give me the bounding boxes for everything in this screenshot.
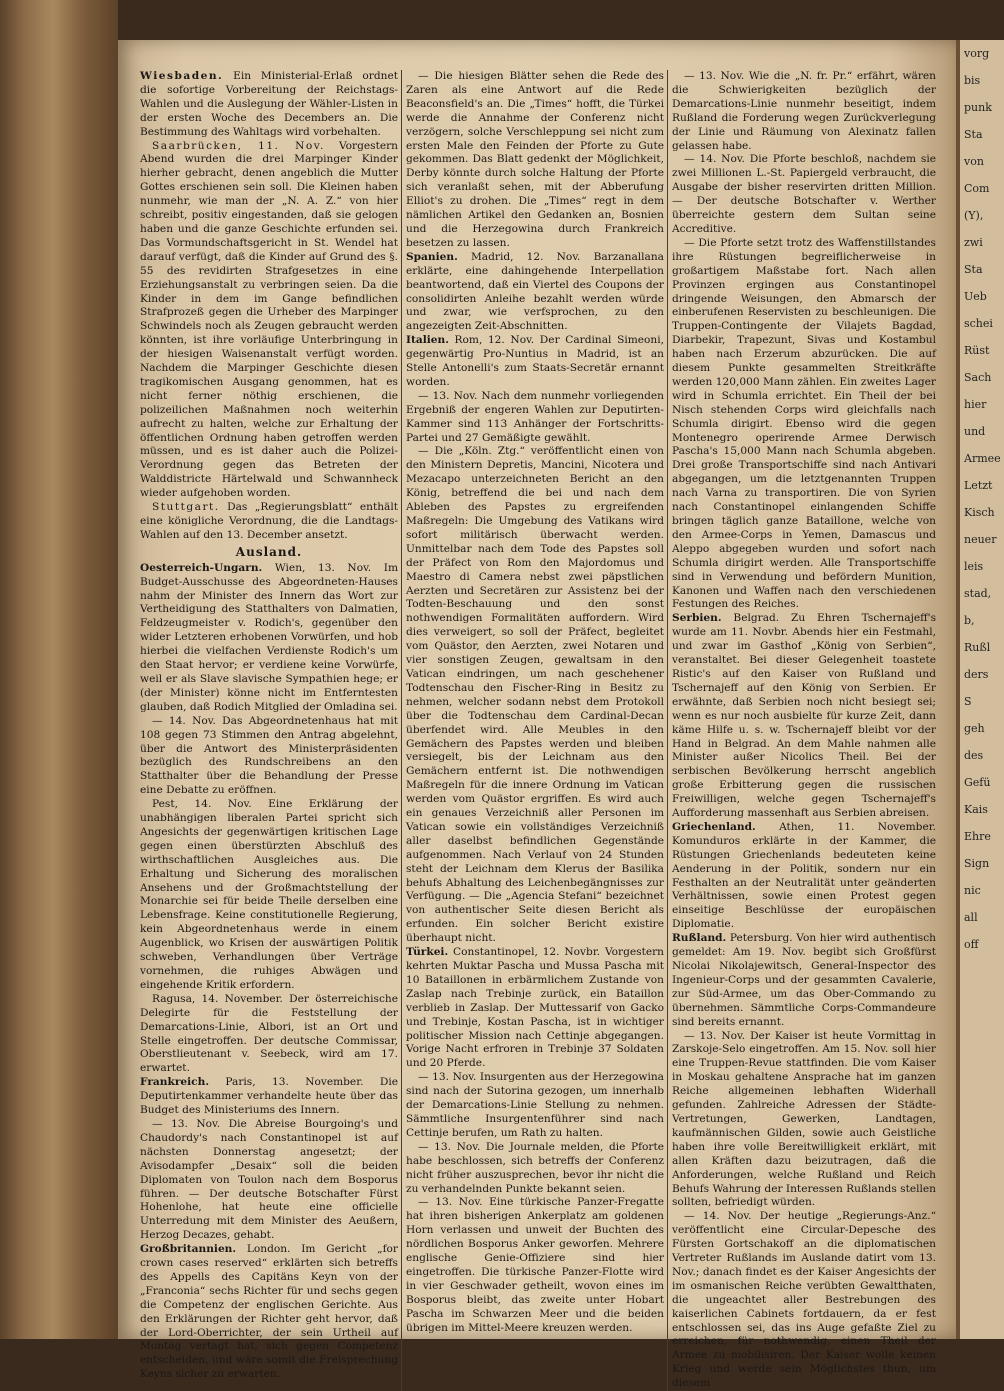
paragraph: — Die Pforte setzt trotz des Waffenstillstandes ihre Rüstungen begreiflicherweise in großartigem Maßstabe fort. Nach allen Provinzen ergingen aus Constantinopel dringende Weisungen, den Abmarsch der einberufenen Reservisten zu beschleunigen. Die Truppen-Contingente der Vilajets Bagdad, Diarbekir, Trapezunt, Sivas und Kostambul haben nach Erzerum abzurücken. Die auf diesem Punkte gesammelten Streitkräfte werden 120,000 Mann zählen. Ein zweites Lager wird in Schumla errichtet. Ein Theil der bei Nisch stehenden Corps wird gleichfalls nach Schumla dirigirt. Ebenso wird die gegen Montenegro operirende Armee Derwisch Pascha's 15,000 Mann nach Schumla abgeben. Drei große Transportschiffe sind nach Antivari abgegangen, um die letztgenannten Truppen nach Varna zu transportiren. Die von Syrien nach Constantinopel einlangenden Schiffe bringen täglich ganze Bataillone, welche von den Armee-Corps in Yemen, Damascus und Aleppo abgegeben wurden und sofort nach Schumla dirigirt werden. Alle Transportschiffe sind in Verwendung und befördern Munition, Kanonen und Waffen nach den verschiedenen Festungen des Reiches. [672,236,936,611]
edge-fragment: Sach [964,371,992,384]
paragraph: — 13. Nov. Eine türkische Panzer-Fregatte hat ihren bisherigen Ankerplatz am goldenen Horn verlassen und unweit der Buchten des nördlichen Bosporus Anker geworfen. Mehrere englische Genie-Offiziere sind hier eingetroffen. Die türkische Panzer-Flotte wird in vier Geschwader getheilt, wovon eines im Bosporus bleibt, das zweite unter Hobart Pascha im Schwarzen Meer und die beiden übrigen im Mittel-Meere kreuzen werden. [406,1196,664,1334]
country-heading: Frankreich. [140,1076,210,1089]
edge-fragment: Armee [964,452,1001,465]
paragraph: — 13. Nov. Der Kaiser ist heute Vormittag in Zarskoje-Selo eingetroffen. Am 15. Nov. soll hier eine Truppen-Revue stattfinden. Die vom Kaiser in Moskau gehaltene Ansprache hat im ganzen Reiche allgemeinen lebhaften Widerhall gefunden. Zahlreiche Adressen der Städte-Vertretungen, Gewerken, Landtagen, kaufmännischen Gilden, sowie auch Geistliche haben ihre volle Bereitwilligkeit erklärt, mit allen Kräften dazu beizutragen, daß die Anforderungen, welche Rußland und Reich Behufs Wahrung der Interessen Rußlands stellen sollten, befriedigt würden. [672,1029,936,1209]
edge-fragment: Ehre [964,830,991,843]
edge-fragment: off [964,938,979,951]
edge-fragment: all [964,911,978,924]
edge-fragment: b, [964,614,975,627]
column-2 [406,70,664,1391]
paragraph: Paris, 13. November. Die Deputirtenkammer verhandelte heute über das Budget des Ministeriums des Innern. [140,1076,398,1117]
edge-fragment: Letzt [964,479,993,492]
column-1 [140,70,398,1391]
edge-fragment: punk [964,101,992,114]
edge-fragment: schei [964,317,993,330]
columns [140,70,940,1390]
paragraph: — 13. Nov. Wie die „N. fr. Pr.“ erfährt, wären die Schwierigkeiten bezüglich der Demarcations-Linie nunmehr beseitigt, indem Rußland die Forderung wegen Zurückverlegung der Linie und Räumung von Alexinatz fallen gelassen habe. [672,70,936,152]
column-rule [667,70,669,1391]
edge-fragment: Kisch [964,506,995,519]
edge-fragment: zwi [964,236,983,249]
edge-fragment: Kais [964,803,988,816]
edge-fragment: S [964,695,972,708]
paragraph: — 13. Nov. Die Abreise Bourgoing's und Chaudordy's nach Constantinopel ist auf nächsten Donnerstag angesetzt; der Avisodampfer „Desaix“ soll die beiden Diplomaten von Toulon nach dem Bosporus führen. — Der deutsche Botschafter Fürst Hohenlohe, hat heute eine officielle Unterredung mit dem Minister des Aeußern, Herzog Decazes, gehabt. [140,1117,398,1242]
country-heading: Serbien. [672,612,722,625]
column-3 [672,70,936,1391]
edge-fragment: bis [964,74,981,87]
newspaper-page [118,40,956,1390]
paragraph: Das „Regierungsblatt“ enthält eine königliche Verordnung, die die Landtags-Wahlen auf den 13. December ansetzt. [140,501,398,541]
edge-fragment: Gefü [964,776,991,789]
edge-fragment: nic [964,884,981,897]
paragraph: — 14. Nov. Der heutige „Regierungs-Anz.“ veröffentlicht eine Circular-Depesche des Fürsten Gortschakoff an die diplomatischen Vertreter Rußlands im Auslande datirt vom 13. Nov.; danach findet es der Kaiser Angesichts der im osmanischen Reiche verübten Gewaltthaten, die ungeachtet aller Bestrebungen des kaiserlichen Cabinets fortdauern, da er fest entschlossen sei, das ins Auge gefaßte Ziel zu erreichen, für nothwendig, einen Theil der Armee zu mobilisiren. Der Kaiser wolle keinen Krieg und werde sein Möglichstes thun, um diesem [672,1210,936,1390]
paragraph: Belgrad. Zu Ehren Tschernajeff's wurde am 11. Novbr. Abends hier ein Festmahl, und zwar im Gasthof „König von Serbien“, veranstaltet. Bei dieser Gelegenheit toastete Ristic's auf den Kaiser von Rußland und Tschernajeff auf den König von Serbien. Er erwähnte, daß Serbien noch nicht besiegt sei; wenn es nur noch ausbielte für kurze Zeit, dann käme Hilfe u. s. w. Tschernajeff bleibt vor der Hand in Belgrad. An dem Mahle nahmen alle Minister außer Nicolics Theil. Bei der serbischen Bevölkerung herrscht angeblich große Erbitterung gegen die russischen Freiwilligen, welche gegen Tschernajeff's Aufforderung massenhaft aus Serbien abreisen. [672,612,936,820]
edge-fragment: Sta [964,128,983,141]
paragraph: — 14. Nov. Das Abgeordnetenhaus hat mit 108 gegen 73 Stimmen den Antrag abgelehnt, über die Antwort des Ministerpräsidenten bezüglich des Rundschreibens an den Statthalter über die Behandlung der Presse eine Debatte zu eröffnen. [140,714,398,797]
paragraph: London. Im Gericht „for crown cases reserved“ erklärten sich betreffs des Appells des Capitäns Keyn von der „Franconia“ sechs Richter für und sechs gegen die Competenz der englischen Gerichte. Aus den Erklärungen der Richter geht hervor, daß der Lord-Oberrichter, der sein Urtheil auf Montag vertagt hat, sich gegen Competenz entscheiden, und wäre somit die Freisprechung Keyns sicher zu erwarten. [140,1243,398,1381]
paragraph: — 13. Nov. Nach dem nunmehr vorliegenden Ergebniß der engeren Wahlen zur Deputirten-Kammer sind 113 Anhänger der Fortschritts-Partei und 27 Gemäßigte gewählt. [406,389,664,444]
edge-fragment: und [964,425,986,438]
edge-fragment: Rüst [964,344,990,357]
adjacent-page-edge [956,40,1004,1339]
paragraph: Pest, 14. Nov. Eine Erklärung der unabhängigen liberalen Partei spricht sich Angesichts der gegenwärtigen kritischen Lage gegen einen überstürzten Abschluß des wirthschaftlichen Ausgleiches aus. Die Erhaltung und Sicherung des moralischen Ansehens und der Großmachtstellung der Monarchie sei für beide Theile derselben eine Lebensfrage. Keine constitutionelle Regierung, kein Abgeordnetenhaus werde in einem Augenblick, wo Krisen der auswärtigen Politik schweben, Verhandlungen über Verträge vornehmen, die ruhiges Abwägen und eingehende Kritik erfordern. [140,798,398,991]
country-heading: Griechenland. [672,820,756,833]
paragraph: — Die hiesigen Blätter sehen die Rede des Zaren als eine Antwort auf die Rede Beaconsfield's an. Die „Times“ hofft, die Türkei werde die Annahme der Conferenz nicht verzögern, solche Verschleppung sei nicht zum ersten Male den Feinden der Pforte zu Gute gekommen. Das Blatt gedenkt der Möglichkeit, Derby könnte durch solche Haltung der Pforte sich veranlaßt sehen, mit der Abberufung Elliot's zu drohen. Die „Times“ regt in dem nämlichen Artikel den Gedanken an, Bosnien und die Herzegowina durch Frankreich besetzen zu lassen. [406,70,664,249]
paragraph: — 13. Nov. Die Journale melden, die Pforte habe beschlossen, sich betreffs der Conferenz nicht früher auszusprechen, bevor ihr nicht die zu verhandelnden Punkte bekannt seien. [406,1140,664,1195]
edge-fragment: ders [964,668,989,681]
edge-fragment: Ueb [964,290,987,303]
paragraph: Madrid, 12. Nov. Barzanallana erklärte, eine dahingehende Interpellation beantwortend, daß ein Viertel des Coupons der consolidirten Anleihe bezahlt werden würde und zwar, wie verfsprochen, zu den angezeigten Zeit-Abschnitten. [406,250,665,333]
dateline: Saarbrücken, 11. Nov. [152,139,325,152]
edge-fragment: hier [964,398,987,411]
country-heading: Oesterreich-Ungarn. [140,561,263,574]
edge-fragment: Com [964,182,990,195]
country-heading: Großbritannien. [140,1243,237,1256]
paragraph: Ein Ministerial-Erlaß ordnet die sofortige Vorbereitung der Reichstags-Wahlen und die Auslegung der Wähler-Listen in der ersten Woche des Decembers an. Die Bestimmung des Wahltags wird vorbehalten. [140,70,398,138]
dateline: Stuttgart. [152,501,220,514]
paragraph: Athen, 11. November. Komunduros erklärte in der Kammer, die Rüstungen Griechenlands bedeuteten keine Aenderung in der Politik, sondern nur ein Festhalten an der Neutralität unter geänderten Verhältnissen, sowie einen Protest gegen einseitige Beschlüsse der europäischen Diplomatie. [672,820,936,931]
edge-fragment: Rußl [964,641,991,654]
column-rule [401,70,403,1391]
edge-fragment: (Y), [964,209,984,222]
paragraph: Constantinopel, 12. Novbr. Vorgestern kehrten Muktar Pascha und Mussa Pascha mit 10 Bataillonen in erbärmlichem Zustande von Zaslap nach Trebinje zurück, ein Bataillon verblieb in Zaslap. Der Muttessarif von Gacko und Trebinje, Kostan Pascha, ist in wichtiger politischer Mission nach Cettinje abgegangen. Vorige Nacht erfroren in Trebinje 37 Soldaten und 20 Pferde. [406,946,664,1070]
paragraph: — 13. Nov. Insurgenten aus der Herzegowina sind nach der Sutorina gezogen, um innerhalb der Demarcations-Linie Stellung zu nehmen. Sämmtliche Insurgentenführer sind nach Cettinje berufen, um Rath zu halten. [406,1071,664,1139]
edge-fragment: von [964,155,984,168]
country-heading: Spanien. [406,250,458,263]
book-edge [0,0,118,1339]
paragraph: Vorgestern Abend wurden die drei Marpinger Kinder hierher gebracht, denen angeblich die Mutter Gottes erschienen sein soll. Die Kleinen haben nunmehr, wie man der „N. A. Z.“ von hier schreibt, positiv eingestanden, daß sie gelogen haben und die ganze Geschichte erfunden sei. Das Vormundschaftsgericht in St. Wendel hat darauf verfügt, daß die Kinder auf Grund des §. 55 des revidirten Strafgesetzes in eine Erziehungsanstalt zu verbringen seien. Da die Kinder in dem im Gange befindlichen Strafprozeß gegen die Urheber des Marpinger Schwindels noch als Zeugen gebraucht werden könnten, ist ihre vorläufige Unterbringung in der hiesigen Waisenanstalt verfügt worden. Nachdem die Marpinger Geschichte diesen tragikomischen Ausgang genommen, hat es nicht ferner nöthig erschienen, die polizeilichen Maßnahmen noch weiterhin aufrecht zu halten, welche zur Erhaltung der öffentlichen Ordnung haben getroffen werden müssen, und es ist daher auch die Polizei-Verordnung gegen das Betreten der Walddistricte Härtelwald und Schwannheck wieder aufgehoben worden. [140,139,398,500]
paragraph: Wien, 13. Nov. Im Budget-Ausschusse des Abgeordneten-Hauses nahm der Minister des Innern das Wort zur Vertheidigung des Statthalters von Dalmatien, Feldzeugmeister v. Rodich's, gegenüber den wider Letzteren erhobenen Vorwürfen, und hob hierbei die vielfachen Verdienste Rodich's um den Staat hervor; er verdiene keine Vorwürfe, weil er als Slave slavische Sympathien hege; er (der Minister) könne nicht im Entferntesten glauben, daß Rodich Mitglied der Omladina sei. [140,561,398,713]
country-heading: Türkei. [406,946,449,959]
edge-fragment: Sta [964,263,983,276]
paragraph: Petersburg. Von hier wird authentisch gemeldet: Am 19. Nov. begibt sich Großfürst Nicolai Nikolajewitsch, General-Inspector des Ingenieur-Corps und der gesammten Cavalerie, zur Süd-Armee, um das Ober-Commando zu übernehmen. Sämmtliche Corps-Commandeure sind bereits ernannt. [672,932,936,1028]
edge-fragment: Sign [964,857,990,870]
edge-fragment: des [964,749,984,762]
edge-fragment: geh [964,722,985,735]
country-heading: Rußland. [672,932,727,945]
edge-fragment: vorg [964,47,990,60]
dateline: Wiesbaden. [140,70,224,82]
paragraph: Ragusa, 14. November. Der österreichische Delegirte für die Feststellung der Demarcations-Linie, Albori, ist an Ort und Stelle eingetroffen. Der deutsche Commissar, Oberstlieutenant v. Seebeck, wird am 17. erwartet. [140,992,398,1075]
paragraph: — Die „Köln. Ztg.“ veröffentlicht einen von den Ministern Depretis, Mancini, Nicotera und Mezacapo unterzeichneten Bericht an den König, betreffend die bei und nach dem Ableben des Papstes zu ergreifenden Maßregeln: Die Umgebung des Vatikans wird sofort militärisch überwacht werden. Unmittelbar nach dem Tode des Papstes soll der Präfect von Rom den Majordomus und Maestro di Camera nebst zwei päpstlichen Aerzten und Secretären zur Assistenz bei der Todten-Beschauung und den sonst nothwendigen Formalitäten auffordern. Wird dies verweigert, so soll der Präfect, begleitet vom Quästor, den Aerzten, zwei Notaren und vier sonstigen Zeugen, gewaltsam in den Vatican eindringen, um nach geschehener Todtenschau den Fischer-Ring in Besitz zu nehmen, welcher sodann nebst dem Protokoll über die Todtenschau dem Cardinal-Decan überfendet wird. Alle Meubles in den Gemächern des Papstes werden und bleiben versiegelt, bis der Leichnam aus den Gemächern entfernt ist. Die nothwendigen Maßregeln für die innere Ordnung im Vatican werden vom Quästor ergriffen. Es wird auch ein genaues Verzeichniß aller Personen im Vatican sowie ein vollständiges Verzeichniß aller daselbst befindlichen Gegenstände aufgenommen. Nach Verlauf von 24 Stunden steht der Leichnam dem Klerus der Basilika behufs Abhaltung des Leichenbegängnisses zur Verfügung. — Die „Agencia Stefani“ bezeichnet von authentischer Seite diesen Bericht als erfunden. Ein solcher Bericht existire überhaupt nicht. [406,445,664,945]
edge-fragment: neuer [964,533,997,546]
paragraph: Rom, 12. Nov. Der Cardinal Simeoni, gegenwärtig Pro-Nuntius in Madrid, ist an Stelle Antonelli's zum Staats-Secretär ernannt worden. [406,334,664,388]
country-heading: Italien. [406,334,449,347]
edge-fragment: leis [964,560,984,573]
section-heading-ausland: Ausland. [235,544,303,559]
edge-fragment: stad, [964,587,992,600]
paragraph: — 14. Nov. Die Pforte beschloß, nachdem sie zwei Millionen L.-St. Papiergeld verbraucht, die Ausgabe der bisher reservirten dritten Million. — Der deutsche Botschafter v. Werther überreichte gestern dem Sultan seine Accreditive. [672,153,936,235]
